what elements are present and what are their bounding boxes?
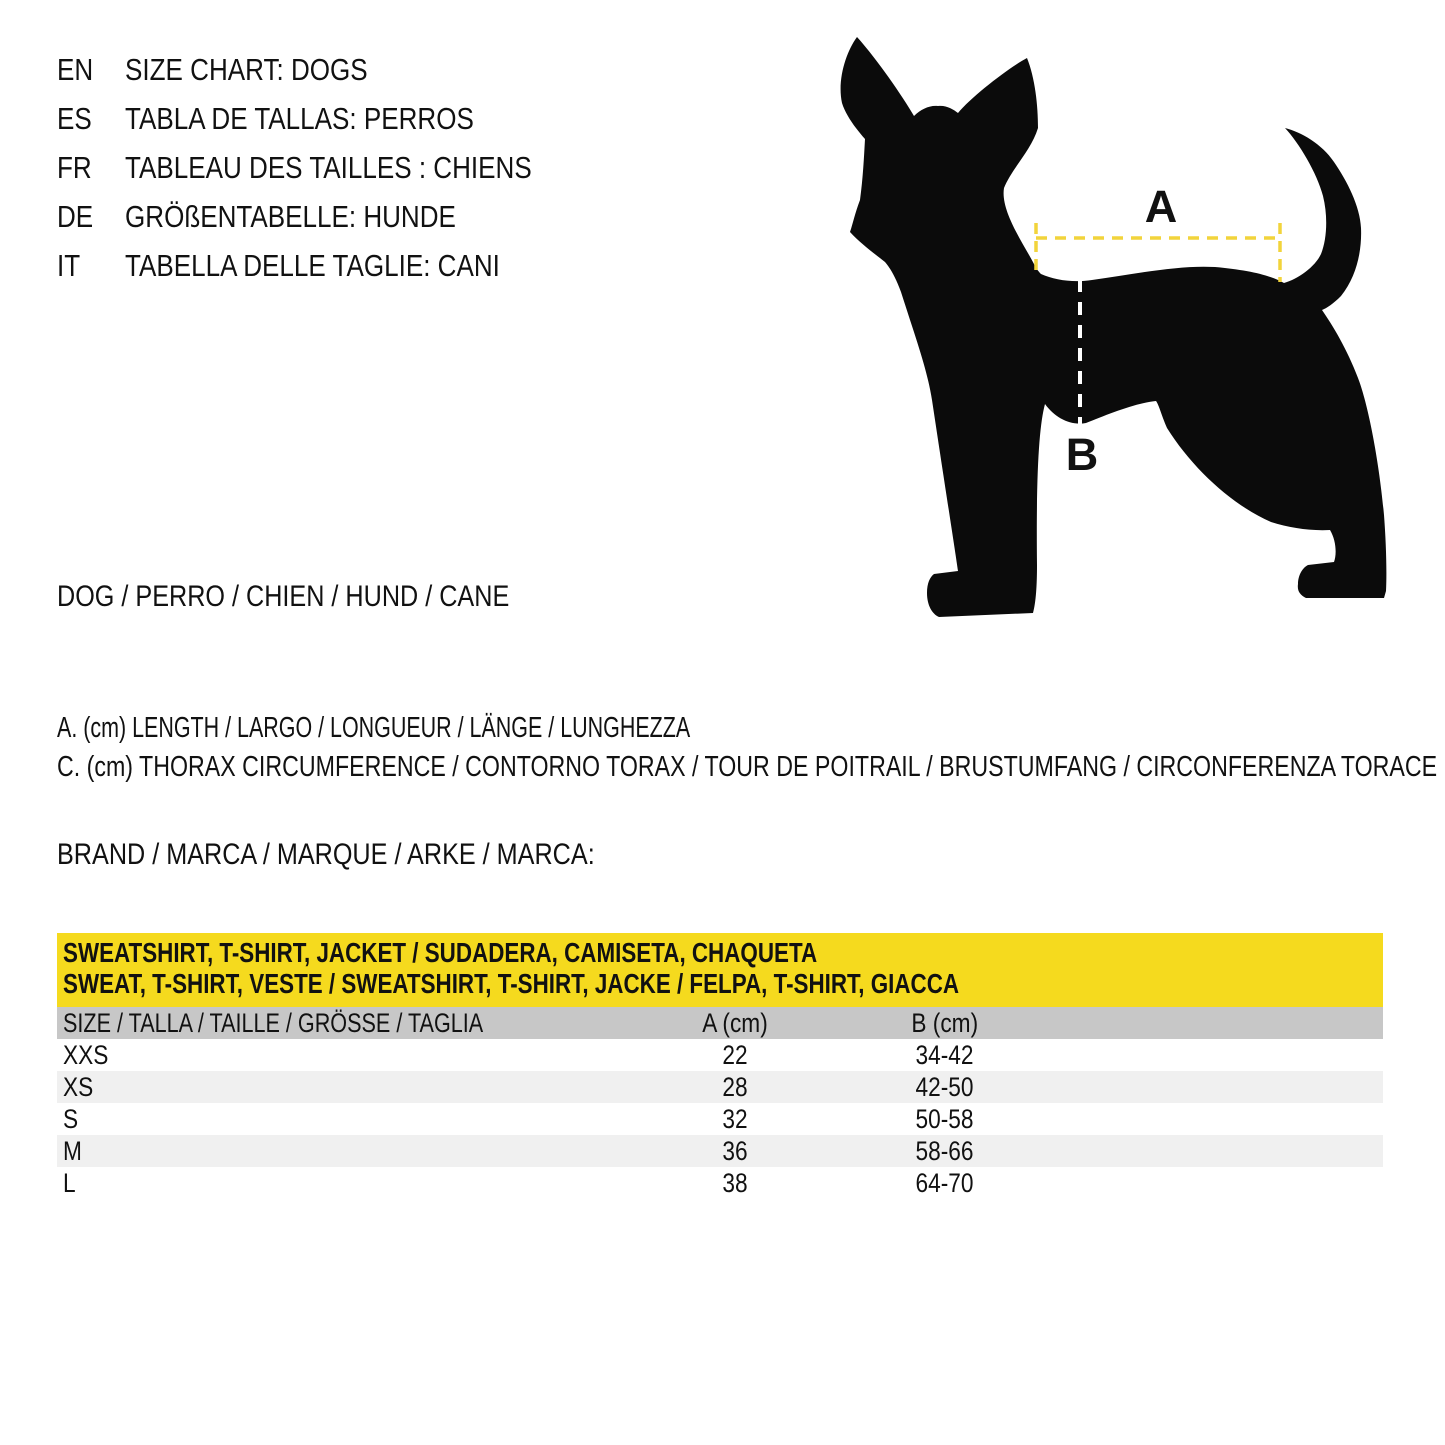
- thorax-value: 58-66: [915, 1136, 975, 1166]
- measure-b-label: B: [1065, 429, 1099, 480]
- table-row-xs: [57, 1071, 1383, 1103]
- garment-type-line1: SWEATSHIRT, T-SHIRT, JACKET / SUDADERA, CAMISETA, CHAQUETA: [63, 937, 818, 968]
- length-value: 22: [722, 1040, 748, 1070]
- thorax-value: 50-58: [915, 1104, 975, 1134]
- brand-line: BRAND / MARCA / MARQUE / ARKE / MARCA:: [57, 838, 595, 871]
- garment-type-line2: SWEAT, T-SHIRT, VESTE / SWEATSHIRT, T-SHIRT, JACKE / FELPA, T-SHIRT, GIACCA: [63, 968, 960, 999]
- language-legend: [57, 45, 622, 290]
- garment-type-band: [57, 933, 1383, 1007]
- language-row-es: [57, 94, 622, 143]
- dog-silhouette-image: [830, 25, 1400, 625]
- language-code: FR: [57, 150, 92, 185]
- size-value: XXS: [63, 1040, 109, 1070]
- dog-body-shape: [841, 37, 1387, 617]
- chart-title-it: TABELLA DELLE TAGLIE: CANI: [125, 248, 500, 283]
- size-value: L: [63, 1168, 76, 1198]
- language-code: IT: [57, 248, 81, 283]
- table-header-row: [57, 1007, 1383, 1039]
- language-code: DE: [57, 199, 94, 234]
- length-value: 28: [722, 1072, 748, 1102]
- language-row-it: [57, 241, 622, 290]
- size-value: M: [63, 1136, 82, 1166]
- chart-title-es: TABLA DE TALLAS: PERROS: [125, 101, 474, 136]
- language-row-fr: [57, 143, 622, 192]
- chart-title-fr: TABLEAU DES TAILLES : CHIENS: [125, 150, 532, 185]
- language-row-en: [57, 45, 622, 94]
- table-row-l: [57, 1167, 1383, 1199]
- column-header-size: SIZE / TALLA / TAILLE / GRÖSSE / TAGLIA: [63, 1008, 484, 1038]
- table-row-m: [57, 1135, 1383, 1167]
- length-value: 32: [722, 1104, 748, 1134]
- length-value: 38: [722, 1168, 748, 1198]
- thorax-value: 64-70: [915, 1168, 975, 1198]
- animal-caption: DOG / PERRO / CHIEN / HUND / CANE: [57, 580, 510, 613]
- column-header-b: B (cm): [911, 1008, 979, 1038]
- chart-title-en: SIZE CHART: DOGS: [125, 52, 368, 87]
- language-code: ES: [57, 101, 92, 136]
- size-value: S: [63, 1104, 79, 1134]
- measure-a-label: A: [1144, 181, 1178, 232]
- measure-a-legend: A. (cm) LENGTH / LARGO / LONGUEUR / LÄNGE / LUNGHEZZA: [57, 712, 691, 744]
- chart-title-de: GRÖßENTABELLE: HUNDE: [125, 199, 456, 234]
- measure-c-legend: C. (cm) THORAX CIRCUMFERENCE / CONTORNO TORAX / TOUR DE POITRAIL / BRUSTUMFANG / CIRCONFERENZA TORACE: [57, 751, 1438, 783]
- language-code: EN: [57, 52, 94, 87]
- table-row-xxs: [57, 1039, 1383, 1071]
- table-row-s: [57, 1103, 1383, 1135]
- thorax-value: 34-42: [915, 1040, 975, 1070]
- length-value: 36: [722, 1136, 748, 1166]
- size-table: [57, 933, 1383, 1199]
- thorax-value: 42-50: [915, 1072, 975, 1102]
- column-header-a: A (cm): [702, 1008, 768, 1038]
- size-value: XS: [63, 1072, 94, 1102]
- language-row-de: [57, 192, 622, 241]
